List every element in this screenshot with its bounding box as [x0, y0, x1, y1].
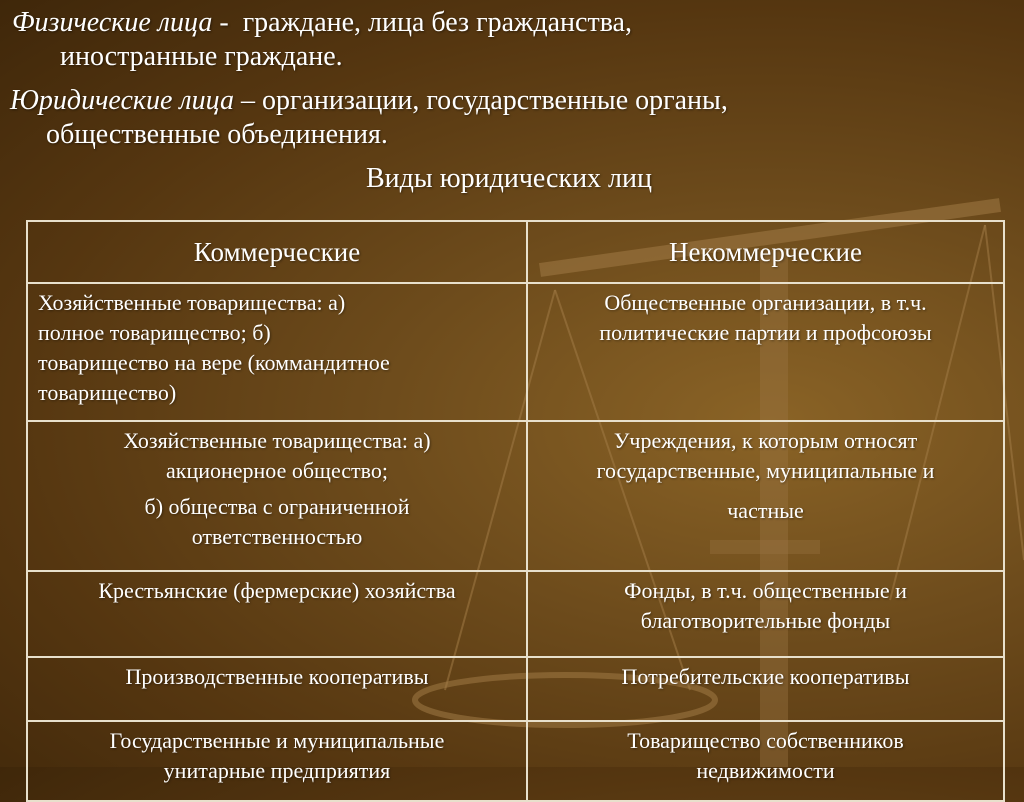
- cell-line: Общественные организации, в т.ч.: [604, 290, 927, 315]
- cell-line: б) общества с ограниченной: [144, 494, 410, 519]
- cell-line: Производственные кооперативы: [125, 664, 429, 689]
- cell-line: Хозяйственные товарищества: а): [123, 428, 431, 453]
- physical-persons-term: Физические лица -: [12, 7, 229, 38]
- header-commercial: Коммерческие: [27, 221, 527, 283]
- physical-persons-text-2: иностранные граждане.: [60, 41, 343, 72]
- legal-persons-term: Юридические лица –: [10, 85, 255, 116]
- cell-line: Государственные и муниципальные: [109, 728, 445, 753]
- table-row: [27, 283, 1004, 421]
- physical-persons-text-1: граждане, лица без гражданства,: [242, 7, 632, 38]
- table-row: [27, 721, 1004, 801]
- table-cell: [27, 571, 527, 657]
- cell-line: товарищество на вере (коммандитное: [38, 350, 390, 375]
- physical-persons-definition: [12, 6, 632, 40]
- cell-line: недвижимости: [696, 758, 835, 783]
- table-cell: [27, 657, 527, 721]
- table-title-text: Виды юридических лиц: [365, 163, 652, 194]
- legal-persons-text-2: общественные объединения.: [46, 119, 388, 150]
- cell-line: благотворительные фонды: [640, 608, 891, 633]
- cell-line: полное товарищество; б): [38, 320, 271, 345]
- legal-entities-table: [26, 220, 1005, 802]
- table-cell: [527, 721, 1004, 801]
- cell-line: Товарищество собственников: [627, 728, 904, 753]
- table-cell: [527, 421, 1004, 571]
- cell-line: частные: [727, 498, 804, 523]
- table-cell: [527, 283, 1004, 421]
- cell-line: унитарные предприятия: [163, 758, 391, 783]
- cell-line: Учреждения, к которым относят: [613, 428, 918, 453]
- cell-line: акционерное общество;: [165, 458, 389, 483]
- table-row: [27, 657, 1004, 721]
- table-cell: [27, 283, 527, 421]
- cell-line: Потребительские кооперативы: [621, 664, 910, 689]
- cell-line: Фонды, в т.ч. общественные и: [624, 578, 907, 603]
- cell-line: ответственностью: [191, 524, 363, 549]
- legal-persons-text-1: организации, государственные органы,: [262, 85, 728, 116]
- table-row: [27, 421, 1004, 571]
- cell-line: Крестьянские (фермерские) хозяйства: [98, 578, 456, 603]
- table-cell: [27, 421, 527, 571]
- cell-line: Хозяйственные товарищества: а): [38, 290, 346, 315]
- table-cell: [527, 657, 1004, 721]
- cell-line: товарищество): [38, 380, 177, 405]
- cell-line: государственные, муниципальные и: [596, 458, 935, 483]
- header-noncommercial: Некоммерческие: [527, 221, 1004, 283]
- table-cell: [27, 721, 527, 801]
- table-title: [0, 162, 1024, 196]
- table-header-row: [27, 221, 1004, 283]
- table-cell: [527, 571, 1004, 657]
- legal-persons-definition: [10, 84, 728, 118]
- table-row: [27, 571, 1004, 657]
- cell-line: политические партии и профсоюзы: [599, 320, 932, 345]
